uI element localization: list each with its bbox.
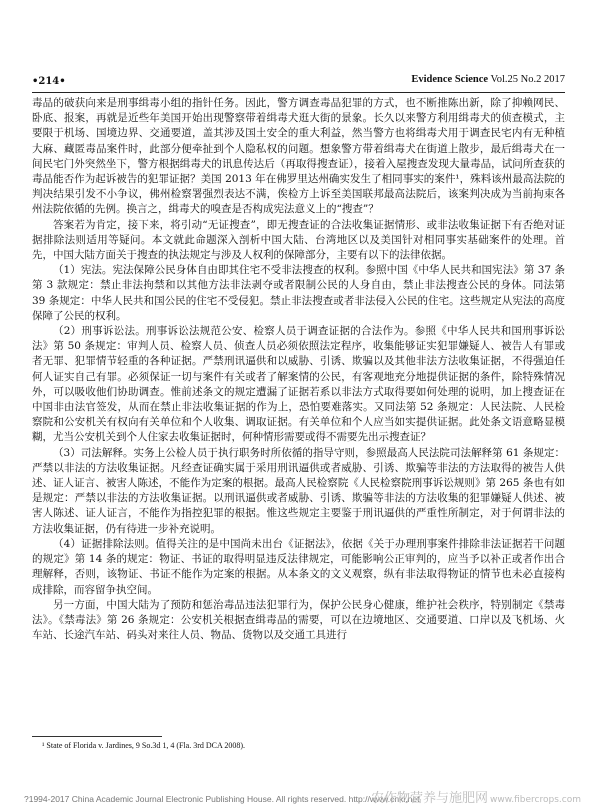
watermark-text: 农作物营养与施肥网 <box>371 791 489 806</box>
paragraph: （3）司法解释。实务上公检人员于执行职务时所依循的指导守则，参照最高人民法院司法解释第 61 条规定：严禁以非法的方法收集证据。凡经查证确实属于采用刑讯逼供或者威胁、引诱、欺骗等非法的方法取得的被告人供述、证人证言、被害人陈述，不能作为定案的根据。最高人民检察院《人民检察院刑事诉讼规则》第 265 条也有如是规定：严禁以非法的方法收集证据。以刑讯逼供或者威胁、引诱、欺骗等非法的方法收集的犯罪嫌疑人供述、被害人陈述、证人证言，不能作为指控犯罪的根据。惟这些规定主要鉴于刑讯逼供的严重性所制定，对于何谓非法的方法收集证据，仍有待进一步补充说明。 <box>32 446 565 535</box>
journal-name: Evidence Science <box>411 74 489 85</box>
article-body <box>32 96 565 643</box>
footnote: ¹ State of Florida v. Jardines, 9 So.3d 1, 4 (Fla. 3rd DCA 2008). <box>42 741 245 750</box>
paragraph: 答案若为肯定，接下来，将引动“无证搜查”，即无搜查证的合法收集证据情形、或非法收集证据下有否绝对证据排除法则适用等疑问。本文就此命题深入剖析中国大陆、台湾地区以及美国针对相同事实基础案件的处理。首先，中国大陆方面关于搜查的执法规定与涉及人权利的保障部分，主要有以下的法律依据。 <box>32 218 565 262</box>
paragraph: 另一方面，中国大陆为了预防和惩治毒品违法犯罪行为，保护公民身心健康，维护社会秩序，特别制定《禁毒法》。《禁毒法》第 26 条规定：公安机关根据查缉毒品的需要，可以在边境地区、交通要道、口岸以及飞机场、火车站、长途汽车站、码头对来往人员、物品、货物以及交通工具进行 <box>32 598 565 642</box>
paragraph: （4）证据排除法则。值得关注的是中国尚未出台《证据法》，依据《关于办理刑事案件排除非法证据若干问题的规定》第 14 条的规定：物证、书证的取得明显违反法律规定，可能影响公正审判的，应当予以补正或者作出合理解释，否则，该物证、书证不能作为定案的根据。从本条文的文义观察，纵有非法取得物证的情节也未必直接构成排除，而容留争执空间。 <box>32 537 565 596</box>
page-header <box>32 76 565 92</box>
journal-volume: Vol.25 No.2 2017 <box>488 74 565 85</box>
header-rule <box>32 92 565 93</box>
page-number: •214• <box>32 76 66 87</box>
watermark-url: www.fibercrops.com <box>490 795 581 805</box>
watermark <box>371 787 581 806</box>
copyright-line: ?1994-2017 China Academic Journal Electronic Publishing House. All rights reserved. http://www.cnki.net <box>24 794 420 804</box>
paragraph: （1）宪法。宪法保障公民身体自由即其住宅不受非法搜查的权利。参照中国《中华人民共和国宪法》第 37 条第 3 款规定：禁止非法拘禁和以其他方法非法剥夺或者限制公民的人身自由，禁止非法搜查公民的身体。同法第 39 条规定：中华人民共和国公民的住宅不受侵犯。禁止非法搜查或者非法侵入公民的住宅。这些规定从宪法的高度保障了公民的权利。 <box>32 264 565 322</box>
paragraph: 毒品的破获向来是刑事缉毒小组的指针任务。因此，警方调查毒品犯罪的方式，也不断推陈出新，除了抑赖网民、卧底、报案，再就是近些年美国开始出现警察带着缉毒犬逛大街的景象。长久以来警方利用缉毒犬的侦查模式，主要限于机场、国境边界、交通要道，盖其涉及国土安全的重大利益，然当警方也将缉毒犬用于调查民宅内有无种植大麻、藏匿毒品案件时，此部分便牵扯到个人隐私权的问题。想象警方带着缉毒犬在街道上散步，最后缉毒犬在一间民宅门外突然坐下，警方根据缉毒犬的讯息传达后（再取得搜查证），接着入屋搜查发现大量毒品，试问所查获的毒品能否作为起诉被告的犯罪证据？美国 2013 年在佛罗里达州确实发生了相同事实的案件¹，殊料该州最高法院的判决结果引发不小争议，佛州检察署强烈表达不满，俟检方上诉至美国联邦最高法院后，该案判决成为当前拘束各州法院依循的先例。换言之，缉毒犬的嗅查是否构成宪法意义上的“搜查”？ <box>32 97 565 216</box>
footnote-rule <box>32 736 162 737</box>
journal-citation <box>411 74 565 85</box>
paragraph: （2）刑事诉讼法。刑事诉讼法规范公安、检察人员于调查证据的合法作为。参照《中华人民共和国刑事诉讼法》第 50 条规定：审判人员、检察人员、侦查人员必须依照法定程序，收集能够证实犯罪嫌疑人、被告人有罪或者无罪、犯罪情节轻重的各种证据。严禁刑讯逼供和以威胁、引诱、欺骗以及其他非法方法收集证据，不得强迫任何人证实自己有罪。必须保证一切与案件有关或者了解案情的公民，有客观地充分地提供证据的条件，除特殊情况外，可以吸收他们协助调查。惟前述条文的规定遭漏了证据若系以非法方式取得要如何处理的说明，加上搜查证在中国非由法官签发，从而在禁止非法收集证据的作为上，恐怕要难落实。又同法第 52 条规定：人民法院、人民检察院和公安机关有权向有关单位和个人收集、调取证据。有关单位和个人应当如实提供证据。此处条文语意略显模糊，尤当公安机关到个人住家去收集证据时，何种情形需要或得不需要先出示搜查证？ <box>32 325 565 444</box>
